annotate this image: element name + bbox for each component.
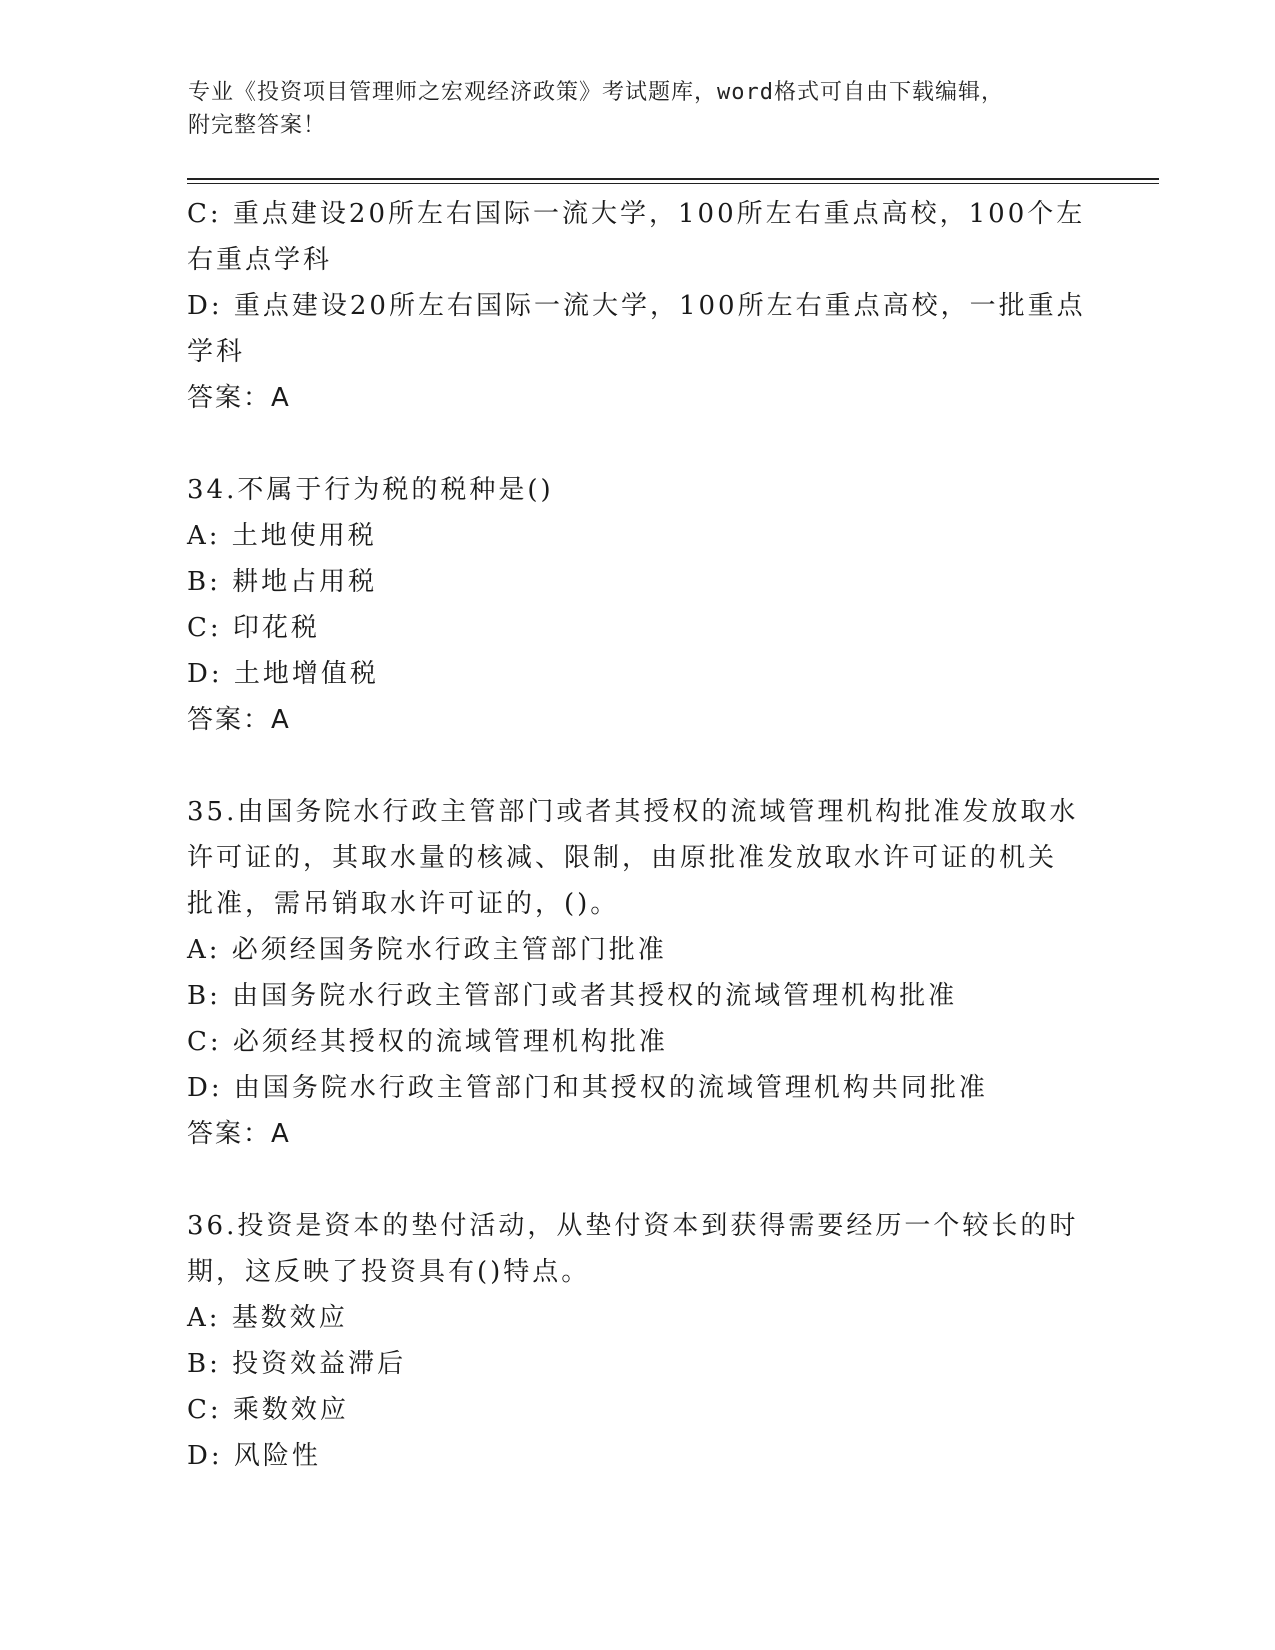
header-divider-thick [187,178,1159,180]
question-36-option-a: A: 基数效应 [187,1303,348,1333]
question-36-stem-line-1: 36.投资是资本的垫付活动，从垫付资本到获得需要经历一个较长的时 [187,1211,1079,1241]
question-35-answer: 答案：A [187,1119,291,1149]
question-35-option-a: A: 必须经国务院水行政主管部门批准 [187,935,667,965]
question-35-stem-line-2: 许可证的，其取水量的核减、限制，由原批准发放取水许可证的机关 [187,843,1058,873]
question-36-option-c: C: 乘数效应 [187,1395,349,1425]
question-34-option-a: A: 土地使用税 [187,521,377,551]
spacer [187,743,1087,789]
option-d-line-2: 学科 [187,337,246,367]
header-line-2: 附完整答案！ [188,113,327,138]
option-d-line-1: D: 重点建设20所左右国际一流大学，100所左右重点高校，一批重点 [187,291,1086,321]
question-34-option-c: C: 印花税 [187,613,320,643]
option-c-line-2: 右重点学科 [187,245,333,275]
option-c-line-1: C: 重点建设20所左右国际一流大学，100所左右重点高校，100个左 [187,199,1086,229]
question-36-option-d: D: 风险性 [187,1441,321,1471]
question-34-answer: 答案：A [187,705,291,735]
question-34-option-b: B: 耕地占用税 [187,567,378,597]
question-36-option-b: B: 投资效益滞后 [187,1349,407,1379]
question-34-option-d: D: 土地增值税 [187,659,379,689]
answer-line: 答案：A [187,383,291,413]
document-header [188,76,1088,142]
header-divider-thin [187,183,1159,184]
question-35-option-d: D: 由国务院水行政主管部门和其授权的流域管理机构共同批准 [187,1073,988,1103]
spacer [187,421,1087,467]
question-content [187,191,1087,1479]
question-35-stem-line-1: 35.由国务院水行政主管部门或者其授权的流域管理机构批准发放取水 [187,797,1079,827]
question-35-option-b: B: 由国务院水行政主管部门或者其授权的流域管理机构批准 [187,981,958,1011]
question-36-stem-line-2: 期，这反映了投资具有()特点。 [187,1257,591,1287]
question-35-stem-line-3: 批准，需吊销取水许可证的，()。 [187,889,620,919]
question-34-stem: 34.不属于行为税的税种是() [187,475,554,505]
header-line-1: 专业《投资项目管理师之宏观经济政策》考试题库，word格式可自由下载编辑， [188,80,1004,105]
question-35-option-c: C: 必须经其授权的流域管理机构批准 [187,1027,668,1057]
spacer [187,1157,1087,1203]
